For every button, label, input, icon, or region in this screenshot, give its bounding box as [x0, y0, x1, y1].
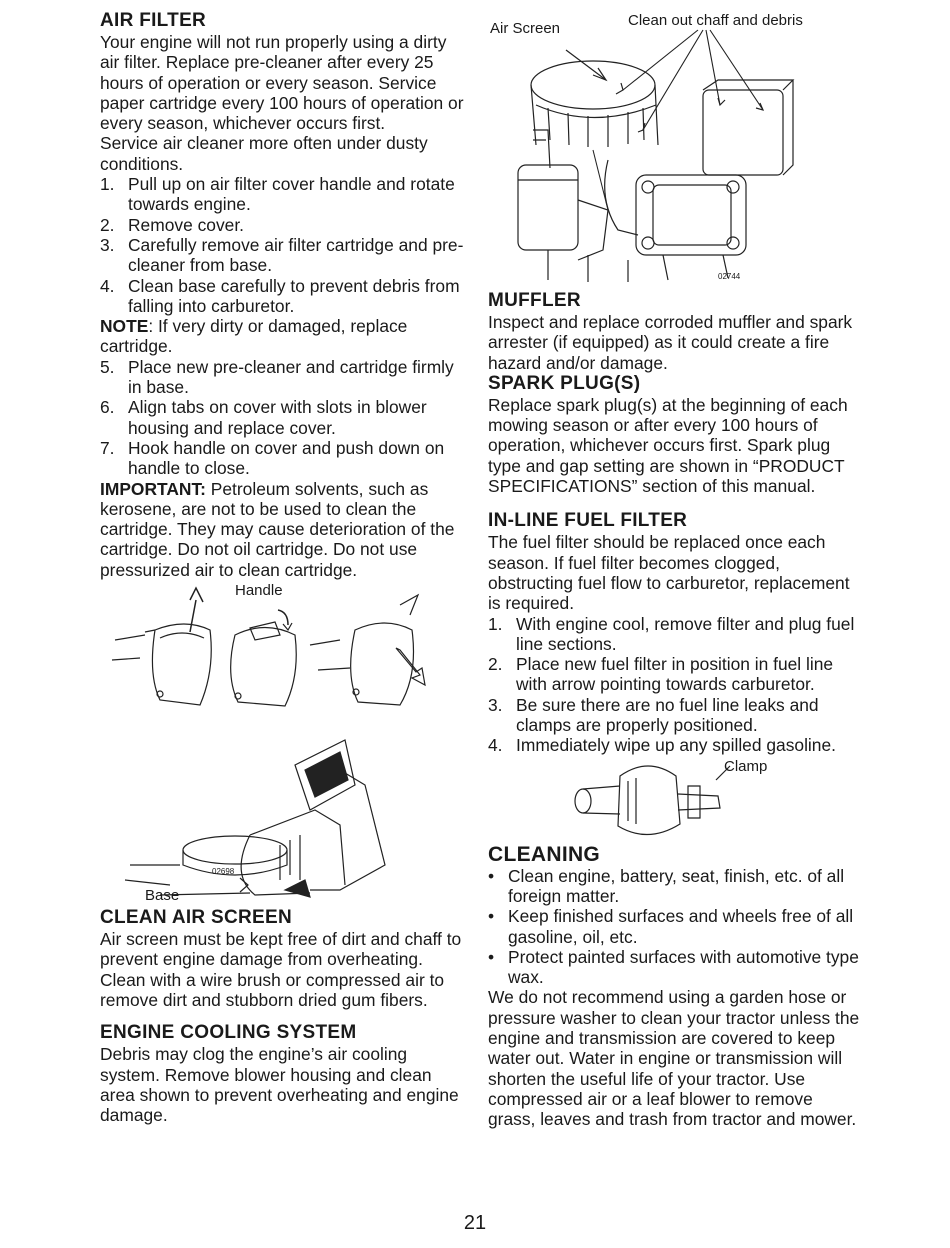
left-column	[100, 10, 468, 1125]
clean-out-label: Clean out chaff and debris	[628, 12, 803, 29]
air-filter-cover-figure	[100, 580, 468, 715]
fuel-filter-figure	[488, 756, 860, 844]
air-filter-steps-b	[100, 357, 468, 479]
figure-code: 02744	[718, 272, 741, 281]
handle-label: Handle	[235, 582, 283, 600]
figure-code: 02698	[212, 867, 235, 877]
air-filter-heading: AIR FILTER	[100, 10, 207, 31]
air-filter-base-figure	[100, 715, 468, 907]
right-column	[488, 10, 860, 1130]
list-item: 2. Place new fuel filter in position in fuel line with arrow pointing towards carburetor.	[488, 654, 834, 695]
engine-cooling-heading: ENGINE COOLING SYSTEM	[100, 1022, 357, 1044]
air-filter-steps-a	[100, 174, 468, 316]
fuel-filter-heading: IN-LINE FUEL FILTER	[488, 510, 688, 532]
engine-cooling-text: Debris may clog the engine’s air cooling system. Remove blower housing and clean area shown to prevent overheating and engine damage.	[100, 1044, 459, 1126]
list-item: 7. Hook handle on cover and push down on handle to close.	[100, 437, 445, 479]
list-item: • Keep finished surfaces and wheels free of all gasoline, oil, etc.	[488, 906, 854, 947]
list-item: 1. With engine cool, remove filter and plug fuel line sections.	[488, 613, 855, 654]
cleaning-text: We do not recommend using a garden hose or pressure washer to clean your tractor unless the engine and transmission are covered to keep water out. Water in engine or transmission will shorten the useful life of your tractor. Use compressed air or a leaf blower to remove grass, leaves and trash from tractor and mower.	[488, 987, 860, 1130]
fuel-filter-illustration	[488, 756, 860, 844]
list-item: 3. Be sure there are no fuel line leaks and clamps are properly positioned.	[488, 694, 819, 736]
engine-figure	[488, 10, 860, 288]
air-filter-dusty-note: Service air cleaner more often under dusty conditions.	[100, 133, 428, 174]
muffler-text: Inspect and replace corroded muffler and spark arrester (if equipped) as it could create a fire hazard and/or damage.	[488, 312, 853, 373]
cleaning-bullets	[488, 866, 860, 988]
air-filter-cover-illustration	[100, 580, 468, 715]
clean-air-screen-text: Air screen must be kept free of dirt and chaff to prevent engine damage from overheating. Clean with a wire brush or compressed air to remove dirt and stubborn dried gum fibers.	[100, 929, 462, 1010]
list-item: 5. Place new pre-cleaner and cartridge firmly in base.	[100, 356, 454, 398]
page-number: 21	[463, 1212, 487, 1234]
list-item: 4. Immediately wipe up any spilled gasoline.	[488, 735, 836, 756]
air-screen-label: Air Screen	[490, 20, 561, 37]
list-item: 6. Align tabs on cover with slots in blower housing and replace cover.	[100, 397, 427, 438]
cleaning-heading: CLEANING	[488, 842, 601, 866]
clean-air-screen-heading: CLEAN AIR SCREEN	[100, 907, 292, 929]
air-filter-note: NOTE: If very dirty or damaged, replace cartridge.	[100, 316, 408, 357]
list-item: • Clean engine, battery, seat, finish, etc. of all foreign matter.	[488, 865, 845, 906]
list-item: 2. Remove cover.	[100, 214, 244, 235]
list-item: 1. Pull up on air filter cover handle and rotate towards engine.	[100, 174, 455, 215]
air-filter-intro: Your engine will not run properly using a dirty air filter. Replace pre-cleaner after every 25 hours of operation or every season. Service paper cartridge every 100 hours of operation or every season, whichever occurs first.	[100, 32, 464, 134]
list-item: • Protect painted surfaces with automotive type wax.	[488, 946, 859, 988]
air-filter-base-illustration	[100, 715, 468, 907]
air-filter-important: IMPORTANT: Petroleum solvents, such as kerosene, are not to be used to clean the cartridge. They may cause deterioration of the cartridge. Do not oil cartridge. Do not use pressurized air to clean cartridge.	[100, 478, 455, 580]
spark-plugs-text: Replace spark plug(s) at the beginning of each mowing season or after every 100 hours of operation, whichever occurs first. Spark plug type and gap setting are shown in “PRODUCT SPECIFICATIONS” section of this manual.	[488, 394, 848, 497]
fuel-filter-steps	[488, 614, 860, 756]
muffler-heading: MUFFLER	[488, 290, 581, 311]
engine-illustration	[488, 10, 860, 288]
list-item: 3. Carefully remove air filter cartridge and pre-cleaner from base.	[100, 234, 464, 276]
list-item: 4. Clean base carefully to prevent debris from falling into carburetor.	[100, 275, 460, 316]
base-label: Base	[145, 887, 180, 905]
spark-plugs-heading: SPARK PLUG(S)	[488, 372, 641, 394]
fuel-filter-intro: The fuel filter should be replaced once each season. If fuel filter becomes clogged, obstructing fuel flow to carburetor, replacement is required.	[488, 532, 850, 614]
clamp-label: Clamp	[724, 757, 768, 775]
